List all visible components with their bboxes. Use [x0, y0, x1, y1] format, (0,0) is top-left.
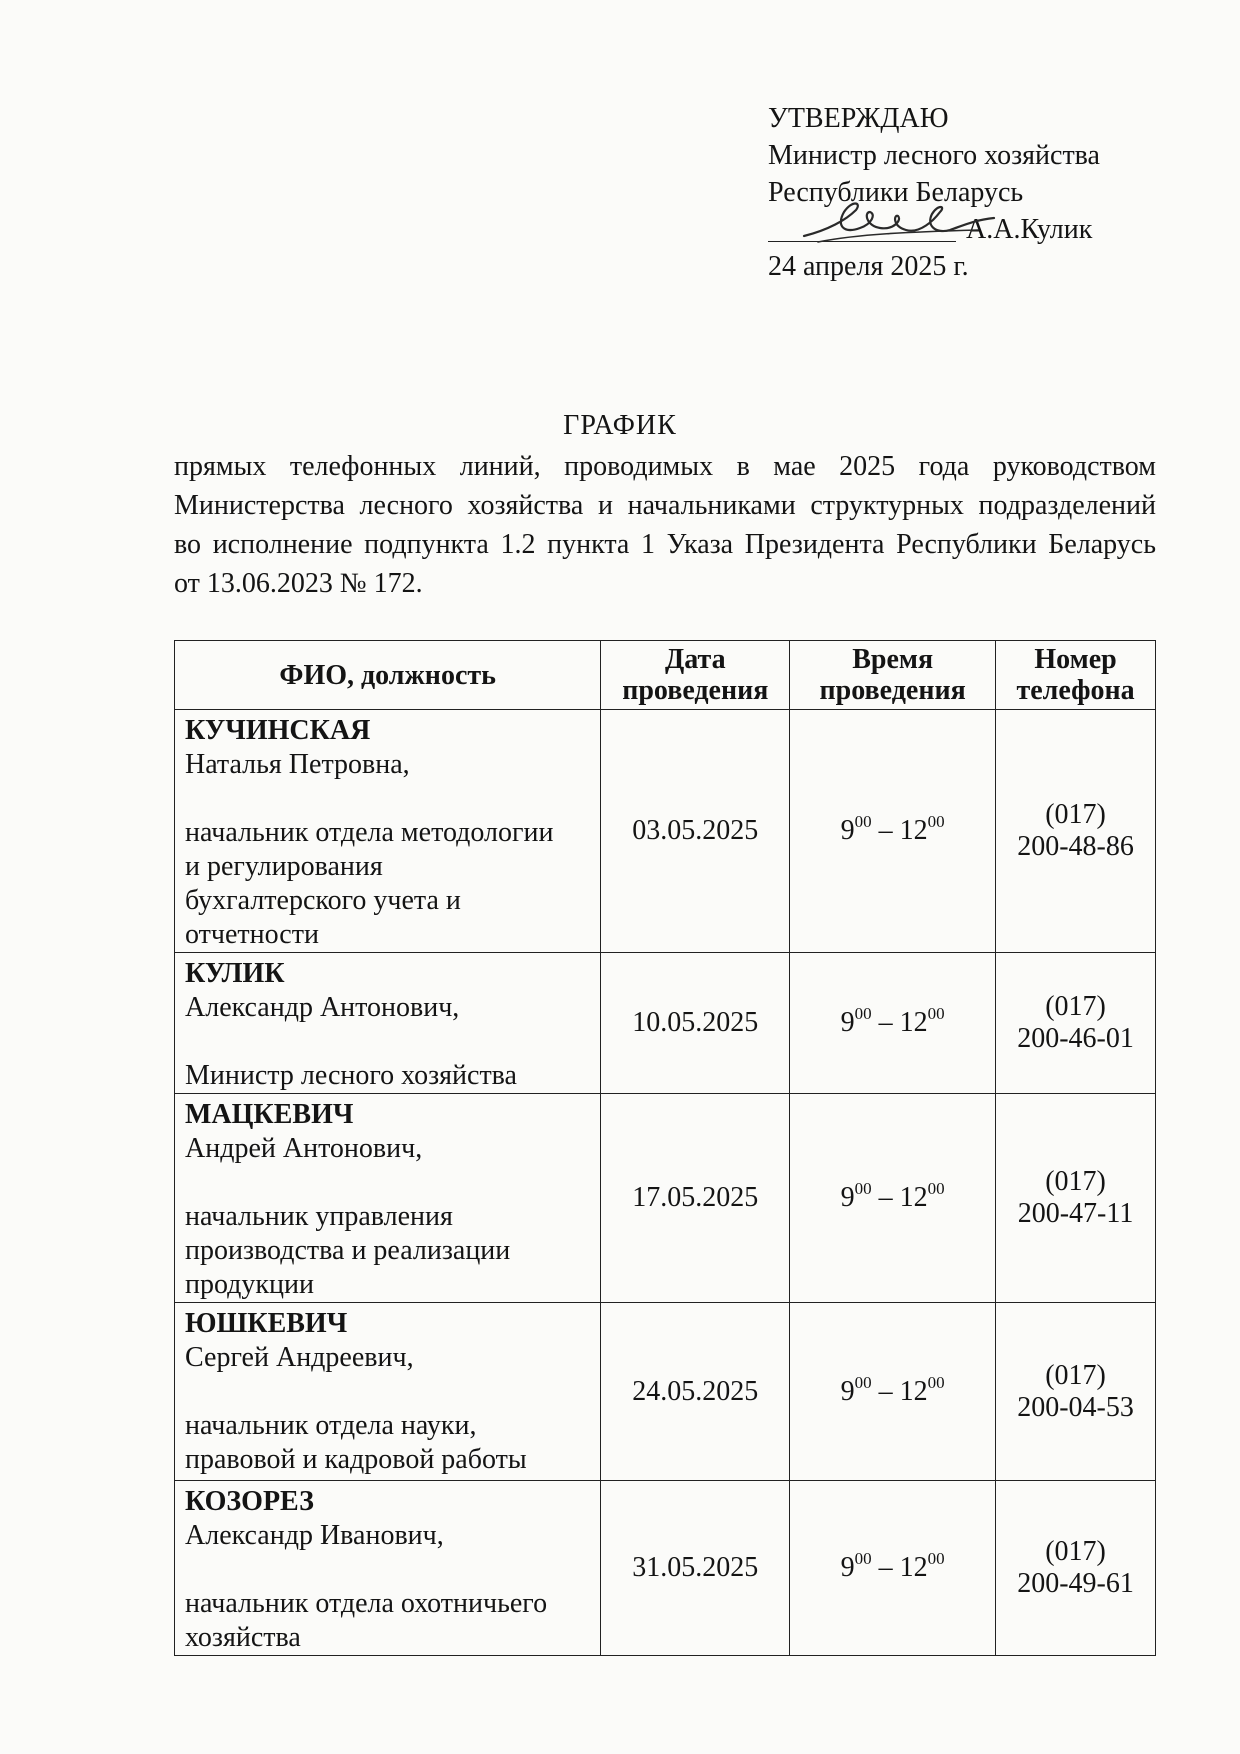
header-name-position: ФИО, должность [175, 641, 601, 710]
intro-line: во исполнение подпункта 1.2 пункта 1 Указа Президента Республики Беларусь [174, 529, 1156, 560]
table-header-row [175, 641, 1156, 710]
approve-label: УТВЕРЖДАЮ [768, 103, 949, 134]
first-name: Наталья Петровна, [185, 749, 410, 780]
document-title: ГРАФИК [563, 410, 677, 441]
header-date: Дата проведения [601, 641, 790, 710]
first-name: Андрей Антонович, [185, 1133, 423, 1164]
phone-cell: (017) 200-49-61 [996, 1481, 1156, 1656]
surname: КОЗОРЕЗ [185, 1486, 314, 1517]
person-cell [175, 953, 601, 1094]
phone-cell: (017) 200-04-53 [996, 1303, 1156, 1481]
surname: КУЧИНСКАЯ [185, 715, 371, 746]
position: Министр лесного хозяйства [185, 1060, 517, 1091]
table-row [175, 1303, 1156, 1481]
intro-line: прямых телефонных линий, проводимых в мае 2025 года руководством [174, 451, 1156, 482]
first-name: Александр Иванович, [185, 1520, 444, 1551]
table-row [175, 710, 1156, 953]
time-cell: $9^{00} - 12^{00}$ [790, 710, 996, 953]
surname: КУЛИК [185, 958, 285, 989]
date-cell: 31.05.2025 [601, 1481, 790, 1656]
first-name: Сергей Андреевич, [185, 1342, 414, 1373]
person-cell [175, 1094, 601, 1303]
position: начальник отдела охотничьего хозяйства [185, 1588, 548, 1653]
approver-position-line2: Республики Беларусь [768, 177, 1024, 208]
person-cell [175, 1303, 601, 1481]
schedule-table [174, 640, 1156, 1656]
date-cell: 24.05.2025 [601, 1303, 790, 1481]
position: начальник управления производства и реализации продукции [185, 1201, 511, 1300]
time-cell: $9^{00} - 12^{00}$ [790, 1303, 996, 1481]
time-cell: $9^{00} - 12^{00}$ [790, 953, 996, 1094]
date-cell: 03.05.2025 [601, 710, 790, 953]
approver-position-line1: Министр лесного хозяйства [768, 140, 1100, 171]
first-name: Александр Антонович, [185, 992, 460, 1023]
date-cell: 17.05.2025 [601, 1094, 790, 1303]
intro-line: Министерства лесного хозяйства и начальниками структурных подразделений [174, 490, 1156, 521]
signatory-name: А.А.Кулик [966, 214, 1093, 245]
person-cell [175, 1481, 601, 1656]
table-row [175, 953, 1156, 1094]
time-cell: $9^{00} - 12^{00}$ [790, 1481, 996, 1656]
header-time: Время проведения [790, 641, 996, 710]
table-row [175, 1094, 1156, 1303]
handwritten-signature [798, 190, 998, 260]
intro-paragraph [174, 447, 1156, 603]
time-cell: $9^{00} - 12^{00}$ [790, 1094, 996, 1303]
position: начальник отдела науки, правовой и кадровой работы [185, 1410, 527, 1475]
position: начальник отдела методологии и регулирования бухгалтерского учета и отчетности [185, 817, 554, 950]
header-phone: Номер телефона [996, 641, 1156, 710]
intro-line: от 13.06.2023 № 172. [174, 568, 423, 599]
phone-cell: (017) 200-48-86 [996, 710, 1156, 953]
phone-cell: (017) 200-46-01 [996, 953, 1156, 1094]
approval-date: 24 апреля 2025 г. [768, 251, 969, 282]
table-row [175, 1481, 1156, 1656]
date-cell: 10.05.2025 [601, 953, 790, 1094]
person-cell [175, 710, 601, 953]
phone-cell: (017) 200-47-11 [996, 1094, 1156, 1303]
surname: ЮШКЕВИЧ [185, 1308, 348, 1339]
surname: МАЦКЕВИЧ [185, 1099, 354, 1130]
